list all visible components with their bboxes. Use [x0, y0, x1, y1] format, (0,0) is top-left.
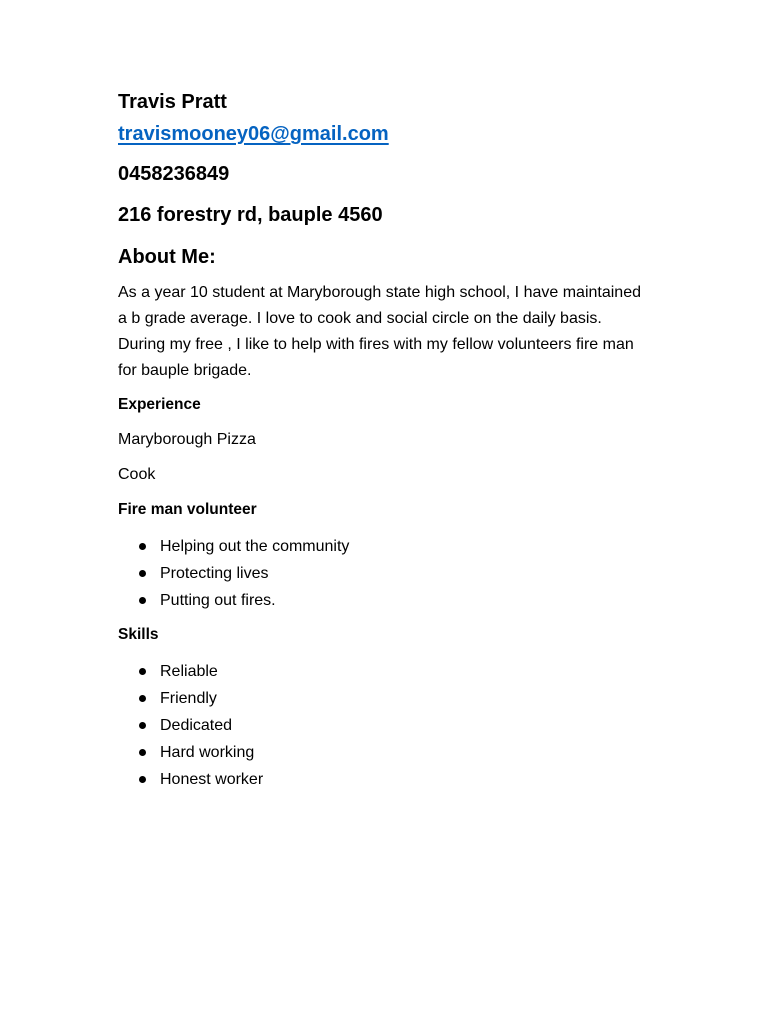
- about-me-heading: About Me:: [118, 246, 216, 268]
- list-item: [118, 685, 658, 712]
- list-item-text: Hard working: [160, 744, 255, 761]
- bullet-icon: [139, 597, 146, 604]
- list-item: [118, 739, 658, 766]
- list-item: [118, 766, 658, 793]
- fire-volunteer-heading: Fire man volunteer: [118, 501, 257, 518]
- skills-list: [118, 658, 658, 793]
- bullet-icon: [139, 722, 146, 729]
- bullet-icon: [139, 668, 146, 675]
- list-item: [118, 712, 658, 739]
- list-item-text: Putting out fires.: [160, 592, 276, 609]
- experience-workplace: Maryborough Pizza: [118, 431, 256, 448]
- experience-role: Cook: [118, 466, 156, 483]
- bullet-icon: [139, 695, 146, 702]
- list-item-text: Reliable: [160, 663, 218, 680]
- applicant-name: Travis Pratt: [118, 91, 227, 113]
- list-item-text: Dedicated: [160, 717, 233, 734]
- list-item-text: Helping out the community: [160, 538, 350, 555]
- list-item-text: Protecting lives: [160, 565, 269, 582]
- list-item: [118, 658, 658, 685]
- bullet-icon: [139, 749, 146, 756]
- phone-number: 0458236849: [118, 163, 230, 185]
- list-item: [118, 560, 658, 587]
- list-item: [118, 533, 658, 560]
- email-link[interactable]: travismooney06@gmail.com: [118, 123, 389, 145]
- about-me-paragraph: As a year 10 student at Maryborough state high school, I have maintained a b grade average. I love to cook and social circle on the daily basis. During my free , I like to help with fires with my fellow volunteers fire man for bauple brigade.: [118, 284, 641, 379]
- skills-heading: Skills: [118, 626, 159, 643]
- bullet-icon: [139, 543, 146, 550]
- list-item-text: Friendly: [160, 690, 217, 707]
- bullet-icon: [139, 776, 146, 783]
- list-item-text: Honest worker: [160, 771, 264, 788]
- list-item: [118, 587, 658, 614]
- fire-volunteer-list: [118, 533, 658, 614]
- experience-heading: Experience: [118, 396, 201, 413]
- bullet-icon: [139, 570, 146, 577]
- home-address: 216 forestry rd, bauple 4560: [118, 204, 383, 226]
- resume-content: [118, 88, 658, 793]
